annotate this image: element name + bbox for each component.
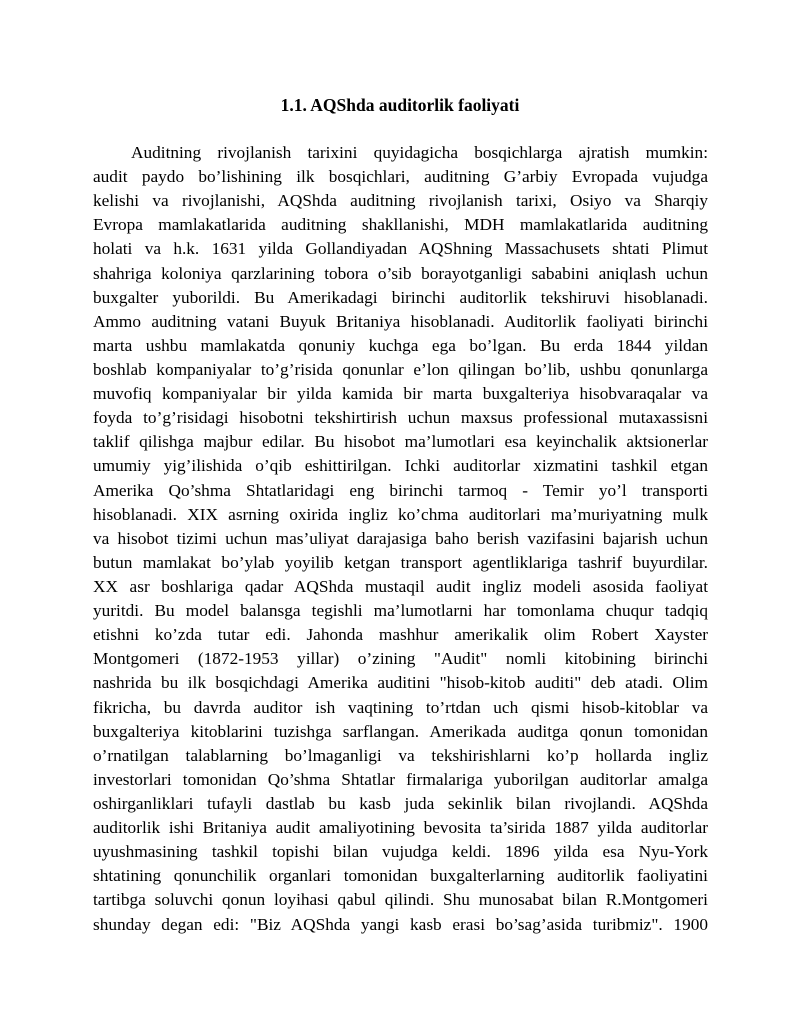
paragraph-line: va hisobot tizimi uchun mas’uliyat darajasiga baho berish vazifasini bajarish uchun xyxy=(93,528,708,548)
paragraph-line: nashrida bu ilk bosqichdagi Amerika auditini "hisob-kitob auditi" deb atadi. Olim xyxy=(93,673,708,693)
paragraph-line: Ammo auditning vatani Buyuk Britaniya hisoblanadi. Auditorlik faoliyati birinchi xyxy=(93,311,708,331)
paragraph-line: XX asr boshlariga qadar AQShda mustaqil audit ingliz modeli asosida faoliyat xyxy=(93,576,708,596)
paragraph-line: hisoblanadi. XIX asrning oxirida ingliz ko’chma auditorlari ma’muriyatning mulk xyxy=(93,504,708,524)
paragraph-line: Evropa mamlakatlarida auditning shakllanishi, MDH mamlakatlarida auditning xyxy=(93,215,708,235)
paragraph-line: taklif qilishga majbur edilar. Bu hisobot ma’lumotlari esa keyinchalik aktsionerlar xyxy=(93,432,708,452)
paragraph-line: holati va h.k. 1631 yilda Gollandiyadan AQShning Massachusets shtati Plimut xyxy=(93,239,708,259)
paragraph-line: uyushmasining tashkil topishi bilan vujudga keldi. 1896 yilda esa Nyu-York xyxy=(93,842,708,862)
paragraph-line: kelishi va rivojlanishi, AQShda auditning rivojlanish tarixi, Osiyo va Sharqiy xyxy=(93,191,708,211)
paragraph-line: o’rnatilgan talablarning bo’lmaganligi va tekshirishlarni ko’p hollarda ingliz xyxy=(93,745,708,765)
paragraph-line: oshirganliklari tufayli dastlab bu kasb juda sekinlik bilan rivojlandi. AQShda xyxy=(93,793,708,813)
paragraph-line: fikricha, bu davrda auditor ish vaqtining to’rtdan uch qismi hisob-kitoblar va xyxy=(93,697,708,717)
paragraph-line: audit paydo bo’lishining ilk bosqichlari, auditning G’arbiy Evropada vujudga xyxy=(93,167,708,187)
paragraph-line: shahriga koloniya qarzlarining tobora o’sib borayotganligi sababini aniqlash uchun xyxy=(93,263,708,283)
paragraph-line: shunday degan edi: "Biz AQShda yangi kasb erasi bo’sag’asida turibmiz". 1900 xyxy=(93,914,708,934)
body-paragraph xyxy=(93,141,708,937)
paragraph-line: marta ushbu mamlakatda qonuniy kuchga ega bo’lgan. Bu erda 1844 yildan xyxy=(93,335,708,355)
paragraph-line: auditorlik ishi Britaniya audit amaliyotining bevosita ta’sirida 1887 yilda auditorlar xyxy=(93,818,708,838)
paragraph-line: yuritdi. Bu model balansga tegishli ma’lumotlarni har tomonlama chuqur tadqiq xyxy=(93,601,708,621)
paragraph-line: Auditning rivojlanish tarixini quyidagicha bosqichlarga ajratish mumkin: xyxy=(131,143,708,162)
paragraph-line: boshlab kompaniyalar to’g’risida qonunlar e’lon qilingan bo’lib, ushbu qonunlarga xyxy=(93,359,708,379)
paragraph-line: investorlari tomonidan Qo’shma Shtatlar firmalariga yuborilgan auditorlar amalga xyxy=(93,769,708,789)
paragraph-line: etishni ko’zda tutar edi. Jahonda mashhur amerikalik olim Robert Xayster xyxy=(93,625,708,645)
paragraph-line: buxgalter yuborildi. Bu Amerikadagi birinchi auditorlik tekshiruvi hisoblanadi. xyxy=(93,287,708,307)
paragraph-line: Montgomeri (1872-1953 yillar) o’zining "Audit" nomli kitobining birinchi xyxy=(93,649,708,669)
paragraph-line: umumiy yig’ilishida o’qib eshittirilgan. Ichki auditorlar xizmatini tashkil etgan xyxy=(93,456,708,476)
paragraph-line: muvofiq kompaniyalar bir yilda kamida bir marta buxgalteriya hisobvaraqalar va xyxy=(93,384,708,404)
section-heading: 1.1. AQShda auditorlik faoliyati xyxy=(280,95,520,115)
paragraph-line: shtatining qonunchilik organlari tomonidan buxgalterlarning auditorlik faoliyatini xyxy=(93,866,708,886)
paragraph-line: buxgalteriya kitoblarini tuzishga sarflangan. Amerikada auditga qonun tomonidan xyxy=(93,721,708,741)
paragraph-line: Amerika Qo’shma Shtatlaridagi eng birinchi tarmoq - Temir yo’l transporti xyxy=(93,480,708,500)
paragraph-line: tartibga soluvchi qonun loyihasi qabul qilindi. Shu munosabat bilan R.Montgomeri xyxy=(93,890,708,910)
paragraph-line: butun mamlakat bo’ylab yoyilib ketgan transport agentliklariga tashrif buyurdilar. xyxy=(93,552,708,572)
paragraph-line: foyda to’g’risidagi hisobotni tekshirtirish uchun maxsus professional mutaxassisni xyxy=(93,408,708,428)
